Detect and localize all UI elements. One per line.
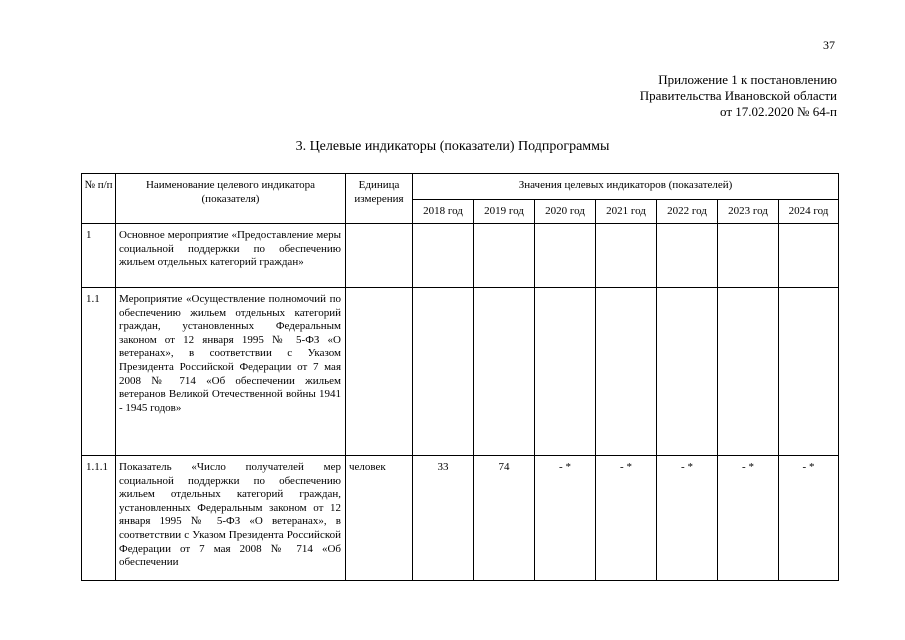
- header-year: 2023 год: [718, 200, 779, 224]
- header-name: Наименование целевого индикатора (показателя): [116, 174, 346, 224]
- header-year: 2021 год: [596, 200, 657, 224]
- row-value: [474, 224, 535, 288]
- row-value: - *: [596, 456, 657, 581]
- row-number: 1: [82, 224, 116, 288]
- row-value: [413, 224, 474, 288]
- header-values: Значения целевых индикаторов (показателей): [413, 174, 839, 200]
- header-year: 2022 год: [657, 200, 718, 224]
- header-year: 2024 год: [779, 200, 839, 224]
- row-value: - *: [535, 456, 596, 581]
- row-value: 74: [474, 456, 535, 581]
- table-row: [82, 224, 839, 288]
- page-number: 37: [823, 38, 835, 52]
- row-value: - *: [657, 456, 718, 581]
- row-value: 33: [413, 456, 474, 581]
- row-value: [596, 288, 657, 456]
- row-value: [535, 288, 596, 456]
- appendix-line-2: Правительства Ивановской области: [639, 88, 837, 103]
- row-name: Основное мероприятие «Предоставление меры социальной поддержки по обеспечению жильем отдельных категорий граждан»: [116, 224, 346, 288]
- table-row: [82, 456, 839, 581]
- row-value: - *: [779, 456, 839, 581]
- row-value: [474, 288, 535, 456]
- header-number: № п/п: [82, 174, 116, 224]
- header-year: 2019 год: [474, 200, 535, 224]
- row-name: Показатель «Число получателей мер социальной поддержки по обеспечению жильем отдельных категорий граждан, установленных Федеральным законом от 12 января 1995 № 5-ФЗ «О ветеранах», в соответствии с Указом Президента Российской Федерации от 7 мая 2008 № 714 «Об обеспечении: [116, 456, 346, 581]
- row-value: [596, 224, 657, 288]
- row-value: [779, 224, 839, 288]
- table-row: [82, 288, 839, 456]
- row-value: [413, 288, 474, 456]
- row-name: Мероприятие «Осуществление полномочий по обеспечению жильем отдельных категорий граждан, установленных Федеральным законом от 12 января 1995 № 5-ФЗ «О ветеранах», в соответствии с Указом Президента Российской Федерации от 7 мая 2008 № 714 «Об обеспечении жильем ветеранов Великой Отечественной войны 1941 - 1945 годов»: [116, 288, 346, 456]
- appendix-line-1: Приложение 1 к постановлению: [658, 72, 837, 87]
- row-number: 1.1.1: [82, 456, 116, 581]
- row-value: [657, 224, 718, 288]
- row-value: - *: [718, 456, 779, 581]
- header-year: 2018 год: [413, 200, 474, 224]
- row-unit: [346, 288, 413, 456]
- header-year: 2020 год: [535, 200, 596, 224]
- row-value: [779, 288, 839, 456]
- appendix-line-3: от 17.02.2020 № 64-п: [720, 104, 837, 119]
- section-title: 3. Целевые индикаторы (показатели) Подпрограммы: [295, 139, 610, 154]
- row-value: [718, 288, 779, 456]
- header-row: [82, 174, 839, 200]
- row-unit: человек: [346, 456, 413, 581]
- row-value: [657, 288, 718, 456]
- indicators-table: [81, 173, 839, 581]
- row-value: [718, 224, 779, 288]
- row-unit: [346, 224, 413, 288]
- row-value: [535, 224, 596, 288]
- header-unit: Единица измерения: [346, 174, 413, 224]
- appendix-header: [640, 72, 837, 120]
- row-number: 1.1: [82, 288, 116, 456]
